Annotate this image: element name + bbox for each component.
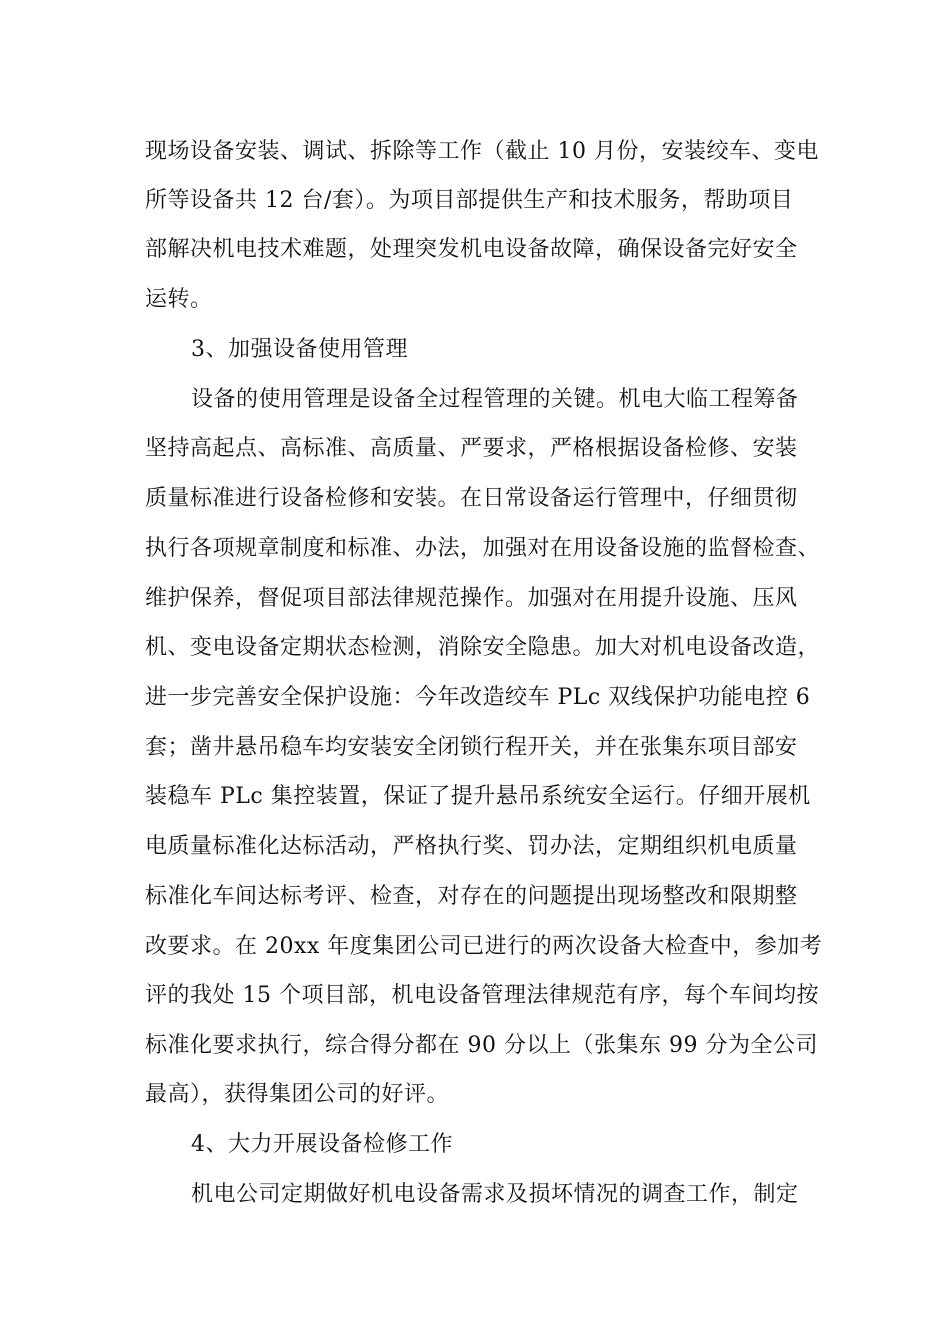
text-line: 运转。	[145, 287, 213, 312]
text-line: 坚持高起点、高标准、高质量、严要求，严格根据设备检修、安装	[145, 436, 798, 461]
text-line: 设备的使用管理是设备全过程管理的关键。机电大临工程筹备	[191, 387, 799, 412]
text-line: 电质量标准化达标活动，严格执行奖、罚办法，定期组织机电质量	[145, 834, 798, 859]
text-line: 套；凿井悬吊稳车均安装安全闭锁行程开关，并在张集东项目部安	[145, 735, 798, 760]
text-line: 所等设备共 12 台/套）。为项目部提供生产和技术服务，帮助项目	[145, 188, 794, 213]
text-line: 质量标准进行设备检修和安装。在日常设备运行管理中，仔细贯彻	[145, 486, 798, 511]
text-line: 装稳车 PLc 集控装置，保证了提升悬吊系统安全运行。仔细开展机	[145, 784, 811, 809]
text-line: 执行各项规章制度和标准、办法，加强对在用设备设施的监督检查、	[145, 536, 821, 561]
text-line: 最高），获得集团公司的好评。	[145, 1082, 450, 1107]
section-heading: 3、加强设备使用管理	[191, 337, 408, 362]
text-line: 机、变电设备定期状态检测，消除安全隐患。加大对机电设备改造，	[145, 635, 821, 660]
text-line: 标准化要求执行，综合得分都在 90 分以上（张集东 99 分为全公司	[145, 1033, 818, 1058]
text-line: 评的我处 15 个项目部，机电设备管理法律规范有序，每个车间均按	[145, 983, 819, 1008]
text-line: 进一步完善安全保护设施：今年改造绞车 PLc 双线保护功能电控 6	[145, 685, 811, 710]
text-line: 改要求。在 20xx 年度集团公司已进行的两次设备大检查中，参加考	[145, 934, 823, 959]
text-line: 现场设备安装、调试、拆除等工作（截止 10 月份，安装绞车、变电	[145, 139, 819, 164]
text-line: 机电公司定期做好机电设备需求及损坏情况的调查工作，制定	[191, 1182, 799, 1207]
text-line: 部解决机电技术难题，处理突发机电设备故障，确保设备完好安全	[145, 237, 798, 262]
text-line: 标准化车间达标考评、检查，对存在的问题提出现场整改和限期整	[145, 884, 798, 909]
section-heading: 4、大力开展设备检修工作	[191, 1132, 453, 1157]
text-line: 维护保养，督促项目部法律规范操作。加强对在用提升设施、压风	[145, 586, 798, 611]
